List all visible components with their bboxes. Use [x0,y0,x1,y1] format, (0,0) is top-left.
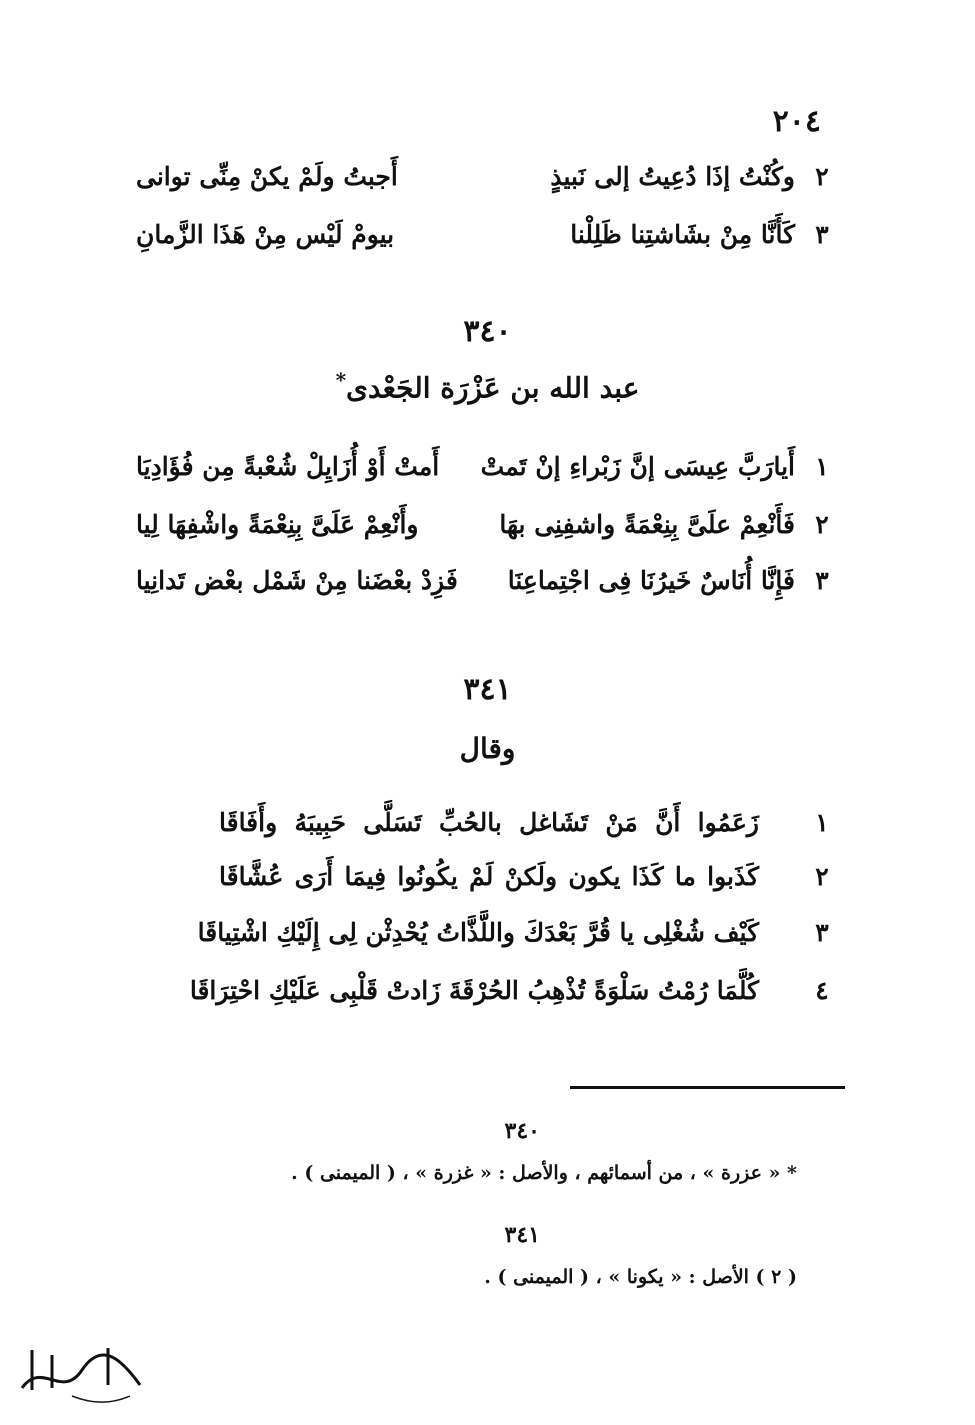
verse-first-hemistich: وكُنْتُ إذَا دُعِيتُ إلى نَبيذٍ [550,162,795,191]
verse-number: ٢ [815,510,829,539]
verse-number: ٢ [815,862,829,891]
verse-text: زَعَمُوا أَنَّ مَنْ تَشَاغل بالحُبِّ تَسَلَّى حَبِيبَهُ وأَفَاقَا [219,808,759,837]
verse-line [136,566,839,614]
verse-text: كَذَبوا ما كَذَا يكون ولَكنْ لَمْ يكُونُوا فِيمَا أَرَى عُشَّاقَا [219,862,759,891]
footnote-section-number: ٣٤١ [504,1222,540,1248]
verse-line [136,510,839,558]
verse-first-hemistich: فَأَنْعِمْ علَىَّ بِنِعْمَةً واشفِنِى بهَا [499,510,795,539]
page-number: ٢٠٤ [772,104,821,139]
verse-number: ١ [815,808,829,837]
verse-second-hemistich: أَجبتُ ولَمْ يكنْ مِنِّى توانى [136,162,398,191]
verse-line [136,220,839,268]
verse-number: ٣ [815,918,829,947]
footnote-divider [570,1086,845,1089]
poet-heading [0,368,975,404]
verse-number: ٤ [815,976,829,1005]
verse-second-hemistich: بيومْ لَيْس مِنْ هَذَا الزَّمانِ [136,220,395,249]
verse-first-hemistich: فَإِنَّا أُنَاسٌ خَيرُنَا فِى اجْتِماعِنَا [507,566,795,595]
verse-first-hemistich: أَيارَبَّ عِيسَى إنَّ زَبْراءِ إنْ تَمتْ [480,452,795,481]
verse-number: ٣ [815,220,829,249]
verse-line [197,918,839,966]
verse-line [136,452,839,500]
verse-text: كُلَّمَا رُمْتُ سَلْوَةً تُذْهِبُ الحُرْقَةَ زَادتْ قَلْبِى عَلَيْكِ احْتِرَاقَا [189,976,759,1005]
watermark-logo [12,1330,152,1410]
verse-text: كَيْف شُغْلِى يا قُرَّ بَعْدَكَ واللَّذَّاتُ يُحْدِثْن لِى إِلَيْكِ اشْتِياقَا [197,918,759,947]
verse-second-hemistich: فَزِدْ بعْضَنا مِنْ شَمْل بعْض تَدانِيا [136,566,458,595]
footnote-text: ( ٢ ) الأصل : « يكونا » ، ( الميمنى ) . [484,1266,797,1288]
verse-number: ١ [815,452,829,481]
poem-number: ٣٤٠ [463,314,512,349]
verse-line [136,162,839,210]
poet-name: عبد الله بن عَزْرَة الجَعْدى [346,371,640,405]
verse-line [210,808,839,856]
verse-line [189,976,839,1024]
verse-second-hemistich: أَمتْ أَوْ أُزَايِلْ شُعْبةً مِن فُؤَادِيَا [136,452,440,481]
footnote-section-number: ٣٤٠ [504,1118,540,1144]
verse-second-hemistich: وأَنْعِمْ عَلَىَّ بِنِعْمَةً واشْفِهَا لِيا [136,510,419,539]
verse-number: ٣ [815,566,829,595]
footnote-text: * « عزرة » ، من أسمائهم ، والأصل : « غزرة » ، ( الميمنى ) . [291,1162,797,1184]
verse-line [210,862,839,910]
poem-number: ٣٤١ [463,672,512,707]
footnote-marker: * [335,368,347,392]
verse-number: ٢ [815,162,829,191]
poem-heading: وقال [459,732,516,765]
verse-first-hemistich: كَأَنَّا مِنْ بشَاشتِنا ظَلِلْنا [570,220,795,249]
